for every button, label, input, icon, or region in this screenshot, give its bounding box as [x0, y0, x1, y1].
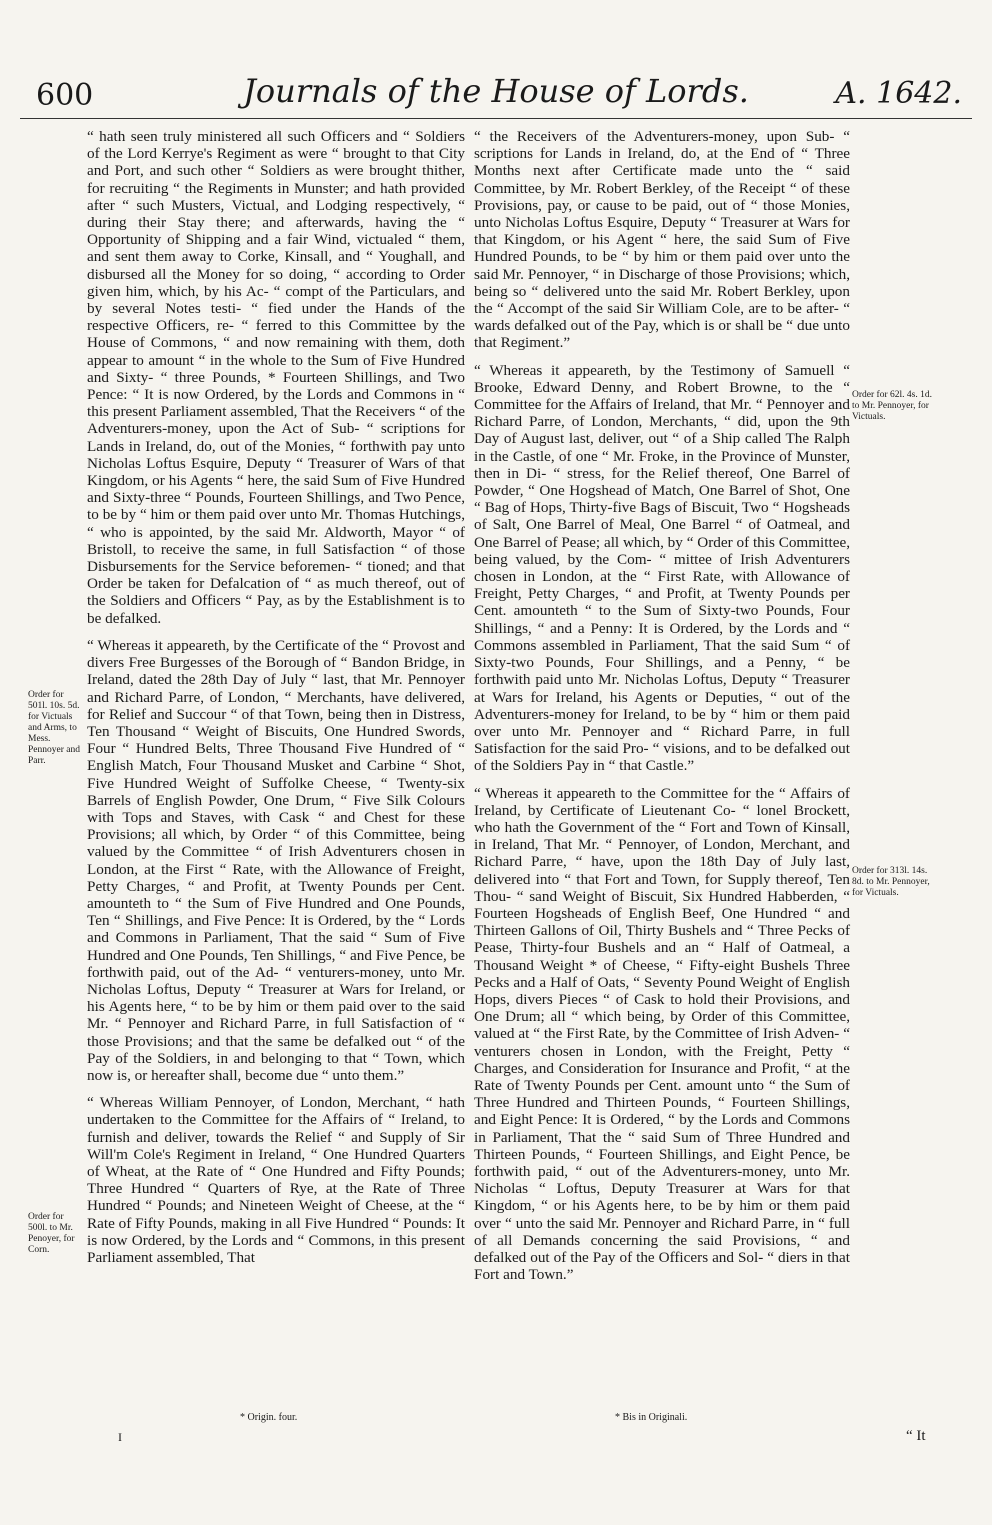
margin-note: Order for 313l. 14s. 8d. to Mr. Pennoyer, for Victuals. [852, 866, 930, 898]
paragraph: “ Whereas it appeareth to the Committee for the “ Affairs of Ireland, by Certificate of Lieutenant Co- “ lonel Brockett, who hath the Government of the “ Fort and Town of Kinsall, in Ireland, That Mr. “ Pennoyer, of London, Merchant, and Richard Parre, “ have, upon the 18th Day of July last, delivered into “ that Fort and Town, for Supply thereof, Ten Thou- “ sand Weight of Biscuit, Six Hundred Habberden, “ Fourteen Hogsheads of English Beef, One Hundred “ and Thirteen Gallons of Oil, Thirty Bushels and “ Three Pecks of Pease, Thirty-four Bushels and an “ Half of Oatmeal, a Thousand Weight * of Cheese, “ Fifty-eight Bushels Three Pecks and a Half of Oats, “ Seventy Pound Weight of English Hops, divers Pieces “ of Cask to hold their Provisions, and One Drum; all “ which being, by Order of this Committee, valued at “ the First Rate, by the Committee of Irish Adven- “ venturers chosen in London, with the Freight, Petty “ Charges, and Consideration for Insurance and Profit, “ at the Rate of Twenty Pounds per Cent. amount unto “ the Sum of Three Hundred and Thirteen Pounds, “ Fourteen Shillings, and Eight Pence: It is Ordered, “ by the Lords and Commons in Parliament, That the “ said Sum of Three Hundred and Thirteen Pounds, “ Fourteen Shillings, and Eight Pence, be forthwith paid, “ out of the Adventurers-money, unto Mr. Nicholas “ Loftus, Deputy Treasurer at Wars for that Kingdom, “ or his Agents here, to be by him or them paid over “ unto the said Mr. Pennoyer and Richard Parre, in “ full of all Demands concerning the said Provisions, “ and defalked out of the Pay of the Officers and Sol- “ diers in that Fort and Town.” [474, 784, 850, 1284]
margin-note: Order for 500l. to Mr. Penoyer, for Corn. [28, 1212, 75, 1255]
running-title: Journals of the House of Lords. [243, 72, 749, 110]
running-header [20, 70, 972, 120]
page-number: 600 [36, 78, 94, 113]
margin-note: Order for 62l. 4s. 1d. to Mr. Pennoyer, for Victuals. [852, 390, 932, 422]
footnote: * Bis in Originali. [615, 1412, 688, 1423]
margin-note: Order for 501l. 10s. 5d. for Victuals and Arms, to Mess. Pennoyer and Parr. [28, 690, 80, 766]
right-column [474, 128, 850, 1293]
paragraph: “ Whereas it appeareth, by the Certificate of the “ Provost and divers Free Burgesses of the Borough of “ Bandon Bridge, in Ireland, dated the 28th Day of July “ last, that Mr. Pennoyer and Richard Parre, of London, “ Merchants, have delivered, for Relief and Succour “ of that Town, being then in Distress, Ten Thousand “ Weight of Biscuits, One Hundred Swords, Four “ Hundred Belts, Three Thousand Five Hundred of “ English Match, Four Thousand Musket and Carbine “ Shot, Five Hundred Weight of Suffolke Cheese, “ Twenty-six Barrels of English Powder, One Drum, “ Five Silk Colours with Tops and Staves, with Cask “ and Chest for these Provisions; all which, by Order “ of this Committee, being valued by the Committee “ of Irish Adventurers chosen in London, at the First “ Rate, with the Allowance of Freight, Petty Charges, “ and Profit, at Twenty Pounds per Cent. amounteth to “ the Sum of Five Hundred and One Pounds, Ten “ Shillings, and Five Pence: It is Ordered, by the “ Lords and Commons in Parliament, That the said “ Sum of Five Hundred and One Pounds, Ten Shillings, “ and Five Pence, be forthwith paid, out of the Ad- “ venturers-money, unto Mr. Nicholas Loftus, Deputy “ Treasurer at Wars for Ireland, or his Agents here, “ to be by him or them paid over to the said Mr. “ Pennoyer and Richard Parre, in full Satisfaction of “ those Provisions; and that the same be defalked out “ of the Pay of the Soldiers, in and belonging to that “ Town, which now is, or hereafter shall, become due “ unto them.” [87, 636, 465, 1084]
signature-mark: I [118, 1430, 122, 1444]
left-column [87, 128, 465, 1276]
paragraph: “ Whereas it appeareth, by the Testimony of Samuell “ Brooke, Edward Denny, and Robert Browne, to the “ Committee for the Affairs of Ireland, that Mr. “ Pennoyer and Richard Parre, of London, Merchants, “ did, upon the 9th Day of August last, deliver, out “ of a Ship called The Ralph in the Castle, of one “ Mr. Froke, in the Province of Munster, then in Di- “ stress, for the Relief thereof, One Barrel of Powder, “ One Hogshead of Match, One Barrel of Shot, One “ Bag of Hops, Thirty-five Bags of Biscuit, Two “ Hogsheads of Salt, One Barrel of Meal, One Barrel “ of Oatmeal, and One Barrel of Pease; all which, by “ Order of this Committee, being valued, by the Com- “ mittee of Irish Adventurers chosen in London, at the “ First Rate, with Allowance of Freight, Petty Charges, “ and Profit, at Twenty Pounds per Cent. amounteth “ to the Sum of Sixty-two Pounds, Four Shillings, “ and a Penny: It is Ordered, by the Lords and “ Commons assembled in Parliament, That the said Sum “ of Sixty-two Pounds, Four Shillings, and a Penny, “ be forthwith paid unto Mr. Nicholas Loftus, Deputy “ Treasurer at Wars for Ireland, his Agents or Deputies, “ out of the Adventurers-money for Ireland, to be by “ him or them paid over unto Mr. Pennoyer and “ Richard Parre, in full Satisfaction for the said Pro- “ visions, and to be defalked out of the Soldiers Pay in “ that Castle.” [474, 361, 850, 775]
catchword: “ It [906, 1428, 926, 1444]
paragraph: “ Whereas William Pennoyer, of London, Merchant, “ hath undertaken to the Committee for the Affairs of “ Ireland, to furnish and deliver, towards the Relief “ and Supply of Sir Will'm Cole's Regiment in Ireland, “ One Hundred Quarters of Wheat, at the Rate of “ One Hundred and Fifty Pounds; Three Hundred “ Quarters of Rye, at the Rate of Three Hundred “ Pounds; and Nineteen Weight of Cheese, at the “ Rate of Fifty Pounds, making in all Five Hundred “ Pounds: It is now Ordered, by the Lords and “ Commons, in this present Parliament assembled, That [87, 1094, 465, 1266]
year-heading: A. 1642. [835, 76, 962, 111]
footnote: * Origin. four. [240, 1412, 298, 1423]
paragraph: “ hath seen truly ministered all such Officers and “ Soldiers of the Lord Kerrye's Regiment as were “ brought to that City and Port, and such other “ Soldiers as were brought thither, for recruiting “ the Regiments in Munster; and hath provided after “ such Musters, Victual, and Lodging respectively, “ during their Stay there; and afterwards, having the “ Opportunity of Shipping and a fair Wind, victualed “ them, and sent them away to Corke, Kinsall, and “ Youghall, and disbursed all the Money for so doing, “ according to Order given him, which, by his Ac- “ compt of the Particulars, and by several Notes testi- “ fied under the Hands of the respective Officers, re- “ ferred to this Committee by the House of Commons, “ and now remaining with them, doth appear to amount “ in the whole to the Sum of Five Hundred and Sixty- “ three Pounds, * Fourteen Shillings, and Two Pence: “ It is now Ordered, by the Lords and Commons in “ this present Parliament assembled, That the Receivers “ of the Adventurers-money, upon the Act of Sub- “ scriptions for Lands in Ireland, do, out of the Monies, “ forthwith pay unto Nicholas Loftus Esquire, Deputy “ Treasurer of Wars of that Kingdom, or his Agents “ here, the said Sum of Five Hundred and Sixty-three “ Pounds, Fourteen Shillings, and Two Pence, to be by “ him or them paid over unto Mr. Thomas Hutchings, “ who is appointed, by the said Mr. Aldworth, Mayor “ of Bristoll, to receive the same, in full Satisfaction “ of those Disbursements for the Service beforemen- “ tioned; and that Order be taken for Defalcation of “ as much thereof, out of the Soldiers and Officers “ Pay, as by the Establishment is to be defalked. [87, 128, 465, 627]
header-rule [20, 118, 972, 119]
paragraph: “ the Receivers of the Adventurers-money, upon Sub- “ scriptions for Lands in Ireland, do, at the End of “ Three Months next after Certificate made unto the “ said Committee, by Mr. Robert Berkley, of the Receipt “ of these Provisions, pay, or cause to be paid, out of “ those Monies, unto Nicholas Loftus Esquire, Deputy “ Treasurer at Wars for that Kingdom, or his Agent “ here, the said Sum of Five Hundred Pounds, to be “ by him or them paid over unto the said Mr. Pennoyer, “ in Discharge of those Provisions; which, being so “ delivered unto the said Mr. Robert Berkley, upon the “ Accompt of the said Sir William Cole, are to be after- “ wards defalked out of the Pay, which is or shall be “ due unto that Regiment.” [474, 128, 850, 352]
